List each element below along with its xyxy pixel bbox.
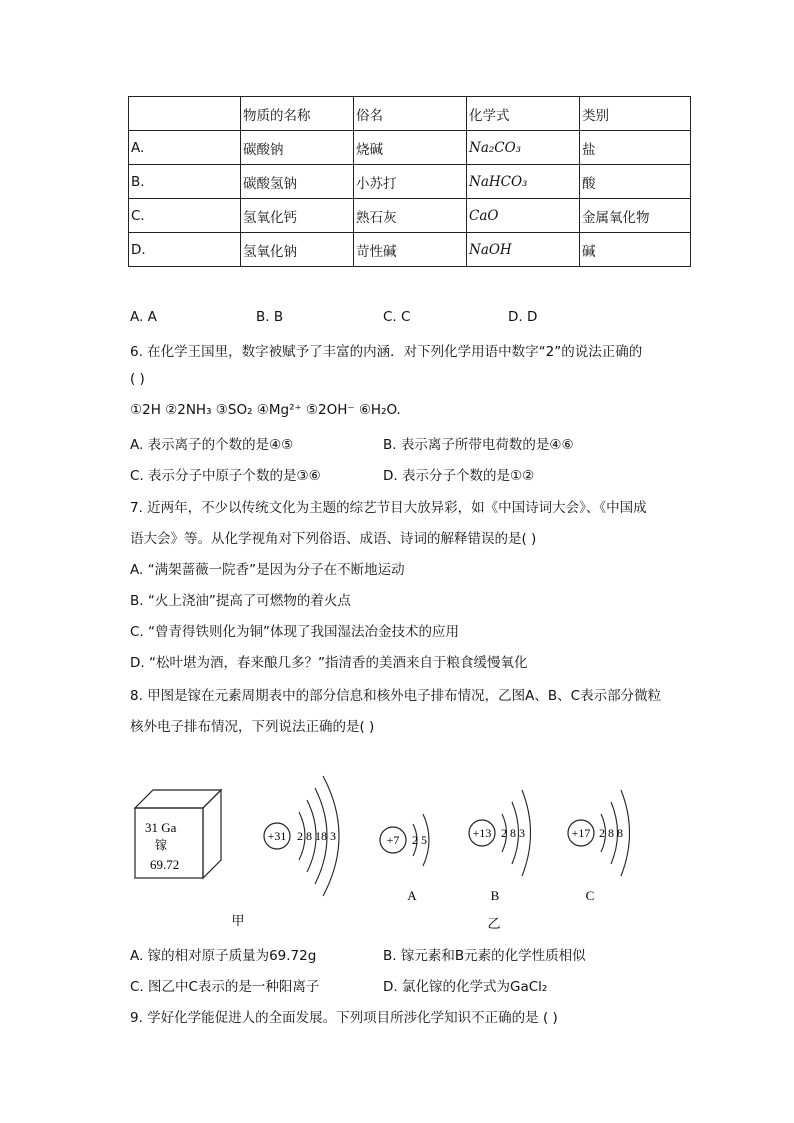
element-mass: 69.72 (150, 857, 180, 872)
table-cell: NaHCO₃ (467, 165, 580, 199)
table-cell: A. (129, 131, 241, 165)
table-cell: 酸 (580, 165, 691, 199)
particle-c-label: C (585, 888, 595, 903)
q6-symbols: ①2H ②2NH₃ ③SO₂ ④Mg²⁺ ⑤2OH⁻ ⑥H₂O. (130, 402, 401, 418)
table-row (129, 199, 691, 233)
table-cell: 氢氧化钙 (241, 199, 354, 233)
table-header-cell (129, 97, 241, 131)
table-cell: 碱 (580, 233, 691, 267)
table-cell: NaOH (467, 233, 580, 267)
table-row (129, 165, 691, 199)
particle-b-nucleus: +13 (472, 826, 492, 840)
particle-c-diagram (568, 790, 630, 903)
element-cube (135, 790, 221, 878)
q7-stem-line2: 语大会》等。从化学视角对下列俗语、成语、诗词的解释错误的是( ) (130, 531, 537, 547)
table-header-cell: 化学式 (467, 97, 580, 131)
table-header-row (129, 97, 691, 131)
q8-option-a[interactable]: A. 镓的相对原子质量为69.72g (130, 948, 317, 964)
table-header-cell: 俗名 (354, 97, 467, 131)
table-cell: Na₂CO₃ (467, 131, 580, 165)
particle-b-shells: 2 8 3 (501, 826, 525, 840)
table-header-cell: 物质的名称 (241, 97, 354, 131)
table-cell: 盐 (580, 131, 691, 165)
q5-option-d[interactable]: D. D (508, 309, 538, 325)
table-cell: CaO (467, 199, 580, 233)
q5-option-b[interactable]: B. B (256, 309, 284, 325)
figure-label-jia: 甲 (231, 914, 245, 929)
table-row (129, 233, 691, 267)
q5-option-a[interactable]: A. A (130, 309, 157, 325)
table-cell: 苛性碱 (354, 233, 467, 267)
element-name: 镓 (155, 838, 168, 852)
table-cell: 氢氧化钠 (241, 233, 354, 267)
table-cell: 碳酸钠 (241, 131, 354, 165)
ga-nucleus: +31 (267, 829, 287, 843)
particle-a-shells: 2 5 (412, 833, 427, 847)
table-cell: 小苏打 (354, 165, 467, 199)
q8-option-b[interactable]: B. 镓元素和B元素的化学性质相似 (383, 948, 586, 964)
table-cell: 烧碱 (354, 131, 467, 165)
q8-option-d[interactable]: D. 氯化镓的化学式为GaCl₂ (383, 979, 548, 995)
particle-c-shells: 2 8 8 (599, 826, 623, 840)
q7-option-b[interactable]: B. “火上浇油”提高了可燃物的着火点 (130, 593, 351, 609)
figure-label-yi: 乙 (487, 917, 501, 932)
table-header-cell: 类别 (580, 97, 691, 131)
table-cell: B. (129, 165, 241, 199)
q7-stem-line1: 7. 近两年，不少以传统文化为主题的综艺节目大放异彩，如《中国诗词大会》、《中国成 (130, 500, 647, 516)
q8-option-c[interactable]: C. 图乙中C表示的是一种阳离子 (130, 979, 320, 995)
particle-b-diagram (469, 790, 531, 903)
q6-stem-line2: ( ) (130, 371, 145, 387)
particle-a-nucleus: +7 (386, 833, 400, 847)
ga-shells: 2 8 18 3 (297, 829, 336, 843)
q8-stem-line2: 核外电子排布情况，下列说法正确的是( ) (130, 719, 375, 735)
particle-a-label: A (407, 888, 417, 903)
substance-table (128, 96, 691, 267)
table-row (129, 131, 691, 165)
q6-option-d[interactable]: D. 表示分子个数的是①② (383, 468, 535, 484)
q6-option-b[interactable]: B. 表示离子所带电荷数的是④⑥ (383, 437, 574, 453)
q6-option-c[interactable]: C. 表示分子中原子个数的是③⑥ (130, 468, 321, 484)
particle-c-nucleus: +17 (571, 826, 591, 840)
table-cell: 碳酸氢钠 (241, 165, 354, 199)
ga-atom-diagram (264, 776, 339, 896)
table-cell: 熟石灰 (354, 199, 467, 233)
q5-option-c[interactable]: C. C (383, 309, 411, 325)
element-number-symbol: 31 Ga (145, 820, 177, 835)
q6-option-a[interactable]: A. 表示离子的个数的是④⑤ (130, 437, 294, 453)
particle-a-diagram (380, 814, 429, 903)
q7-option-c[interactable]: C. “曾青得铁则化为铜”体现了我国湿法冶金技术的应用 (130, 624, 459, 640)
electron-configuration-figure (125, 770, 645, 935)
table-cell: D. (129, 233, 241, 267)
q6-stem-line1: 6. 在化学王国里，数字被赋予了丰富的内涵．对下列化学用语中数字“2”的说法正确的 (130, 344, 643, 360)
q7-option-a[interactable]: A. “满架蔷薇一院香”是因为分子在不断地运动 (130, 562, 405, 578)
q9-stem: 9. 学好化学能促进人的全面发展。下列项目所涉化学知识不正确的是 ( ) (130, 1010, 558, 1026)
particle-b-label: B (490, 888, 500, 903)
q8-stem-line1: 8. 甲图是镓在元素周期表中的部分信息和核外电子排布情况，乙图A、B、C表示部分微粒 (130, 688, 662, 704)
q7-option-d[interactable]: D. “松叶堪为酒，春来酿几多？”指清香的美酒来自于粮食缓慢氧化 (130, 655, 528, 671)
table-cell: 金属氧化物 (580, 199, 691, 233)
table-cell: C. (129, 199, 241, 233)
